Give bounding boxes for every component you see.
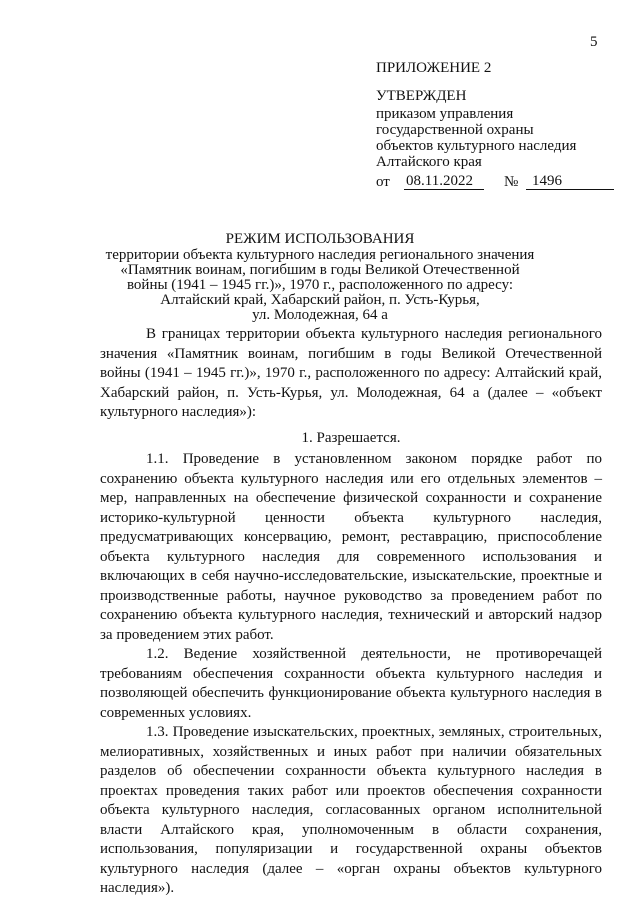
item-1-2: 1.2. Ведение хозяйственной деятельности, не противоречащей требованиям обеспечения сохранности объекта культурного наследия и позволяющей обеспечить функционирование объекта культурного наследия в современных условиях. [100, 646, 602, 721]
title-line: ул. Молодежная, 64 а [252, 307, 388, 323]
item-1-1: 1.1. Проведение в установленном законом порядке работ по сохранению объекта культурного наследия или его отдельных элементов – мер, направленных на обеспечение физической сохранности и сохранение историко-культурной ценности объекта культурного наследия, предусматривающих консервацию, ремонт, реставрацию, приспособление объекта культурного наследия для современного использования и включающих в себя научно-исследовательские, изыскательские, проектные и производственные работы, научное руководство за проведением работ по сохранению объекта культурного наследия, технический и авторский надзор за проведением этих работ. [100, 451, 602, 643]
title-line: территории объекта культурного наследия регионального значения [105, 247, 535, 263]
approval-line: государственной охраны [376, 122, 534, 138]
approval-line: приказом управления [376, 106, 514, 122]
approval-line: Алтайского края [376, 154, 482, 170]
title-line: Алтайский край, Хабарский район, п. Усть-Курья, [160, 292, 480, 308]
from-label: от [376, 174, 390, 190]
order-number: 1496 [526, 173, 614, 190]
title-line: войны (1941 – 1945 гг.)», 1970 г., расположенного по адресу: [126, 277, 514, 293]
approval-block [376, 60, 616, 190]
intro-paragraph [100, 325, 602, 423]
title-main: РЕЖИМ ИСПОЛЬЗОВАНИЯ [225, 231, 415, 247]
approval-line: объектов культурного наследия [376, 138, 577, 154]
approved-label: УТВЕРЖДЕН [376, 88, 467, 104]
document-title [100, 232, 540, 323]
number-label: № [504, 174, 519, 190]
permitted-items [100, 450, 602, 899]
intro-text: В границах территории объекта культурного наследия регионального значения «Памятник воинам, погибшим в годы Великой Отечественной войны (1941 – 1945 гг.)», 1970 г., расположенного по адресу: Алтайский край, Хабарский район, п. Усть-Курья, ул. Молодежная, 64 а (далее – «объект культурного наследия»): [100, 326, 602, 420]
title-line: «Памятник воинам, погибшим в годы Великой Отечественной [120, 262, 520, 278]
order-date: 08.11.2022 [404, 173, 484, 190]
section-heading: 1. Разрешается. [301, 430, 401, 446]
item-1-3: 1.3. Проведение изыскательских, проектных, земляных, строительных, мелиоративных, хозяйственных и иных работ при наличии обязательных разделов об обеспечении сохранности объекта культурного наследия в проектах проведения таких работ или проектов обеспечения сохранности объекта культурного наследия, согласованных органом исполнительной власти Алтайского края, уполномоченным в области сохранения, использования, популяризации и государственной охраны объектов культурного наследия (далее – «орган охраны объектов культурного наследия»). [100, 724, 602, 896]
page-number: 5 [590, 34, 598, 50]
appendix-label: ПРИЛОЖЕНИЕ 2 [376, 60, 492, 76]
order-reference [376, 173, 616, 190]
